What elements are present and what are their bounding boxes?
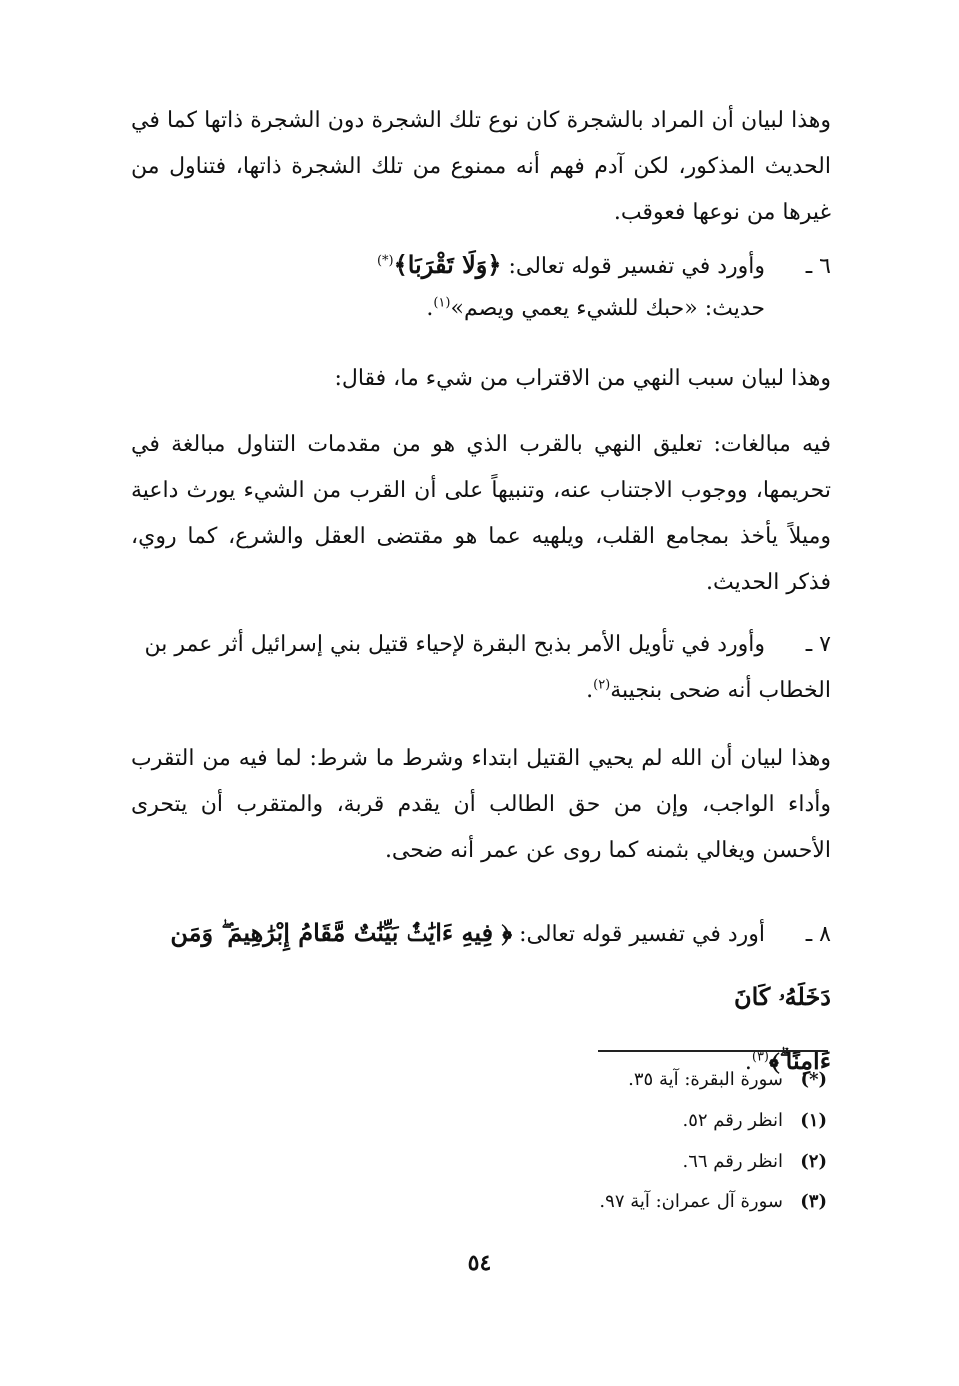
- quran-verse: ﴿ فِيهِ ءَايَٰتٌۢ بَيِّنَٰتٌ مَّقَامُ إِبْرَٰهِيمَ ۖ وَمَن دَخَلَهُۥ كَانَ: [170, 918, 831, 1011]
- item-number: ٨ ـ: [805, 922, 831, 947]
- footnote-text: انظر رقم ٥٢.: [682, 1110, 783, 1131]
- footnote-text: انظر رقم ٦٦.: [682, 1151, 783, 1172]
- item-number: ٧ ـ: [805, 632, 831, 657]
- list-item-8: [131, 902, 831, 1094]
- list-item-6: [131, 242, 831, 332]
- page-number: ٥٤: [467, 1250, 492, 1276]
- paragraph-reason: وهذا لبيان سبب النهي من الاقتراب من شيء ما، فقال:: [334, 366, 831, 391]
- footnote: [227, 1109, 827, 1133]
- footnote: [227, 1190, 827, 1214]
- footnote-mark: (٣): [800, 1191, 827, 1212]
- footnote-text: سورة آل عمران: آية ٩٧.: [599, 1191, 783, 1212]
- footnote-ref: (٣): [751, 1049, 769, 1065]
- punctuation: .: [586, 678, 594, 703]
- footnote-ref: (٢): [593, 677, 611, 693]
- item-intro: وأورد في تفسير قوله تعالى:: [508, 254, 765, 279]
- footnote: [227, 1068, 827, 1092]
- paragraph-exaggerations: فيه مبالغات: تعليق النهي بالقرب الذي هو من مقدمات التناول مبالغة في تحريمها، ووجوب الاجتناب عنه، وتنبيهاً على أن القرب من الشيء يورث داعية وميلاً يأخذ بمجامع القلب، ويلهيه عما هو مقتضى العقل والشرع، كما روي، فذكر الحديث.: [131, 432, 831, 595]
- footnote: [227, 1150, 827, 1174]
- item-number: ٦ ـ: [805, 254, 831, 279]
- footnote-ref: (*): [376, 253, 394, 269]
- item-text: وأورد في تأويل الأمر بذبح البقرة لإحياء قتيل بني إسرائيل أثر عمر بن الخطاب أنه ضحى بنجيبة: [144, 632, 831, 703]
- footnote-divider: [598, 1050, 828, 1052]
- paragraph-cow-explanation: وهذا لبيان أن الله لم يحيي القتيل ابتداء وشرط ما شرط: لما فيه من التقرب وأداء الواجب، وإن من حق الطالب أن يقدم قربة، والمتقرب أن يتحرى الأحسن ويغالي بثمنه كما روى عن عمر أنه ضحى.: [131, 746, 831, 863]
- footnote-text: سورة البقرة: آية ٣٥.: [628, 1069, 783, 1090]
- footnote-mark: (١): [800, 1110, 827, 1131]
- list-item-7: [131, 622, 831, 714]
- quran-verse: ﴿وَلَا تَقْرَبَا﴾: [393, 250, 502, 279]
- punctuation: .: [744, 1050, 752, 1075]
- footnote-ref: (١): [433, 295, 451, 311]
- item-intro: أورد في تفسير قوله تعالى:: [519, 922, 765, 947]
- hadith-line: حديث: «حبك للشيء يعمي ويصم»: [450, 296, 765, 321]
- footnote-mark: (٢): [800, 1151, 827, 1172]
- punctuation: .: [426, 296, 434, 321]
- footnote-mark: (*): [800, 1069, 827, 1090]
- paragraph-tree-explanation: وهذا لبيان أن المراد بالشجرة كان نوع تلك الشجرة دون الشجرة ذاتها كما في الحديث المذكور، لكن آدم فهم أنه ممنوع من تلك الشجرة ذاتها، فتناول من غيرها من نوعها فعوقب.: [131, 108, 831, 225]
- quran-verse-continued: ءَامِنًا ۗ﴾: [769, 1046, 831, 1075]
